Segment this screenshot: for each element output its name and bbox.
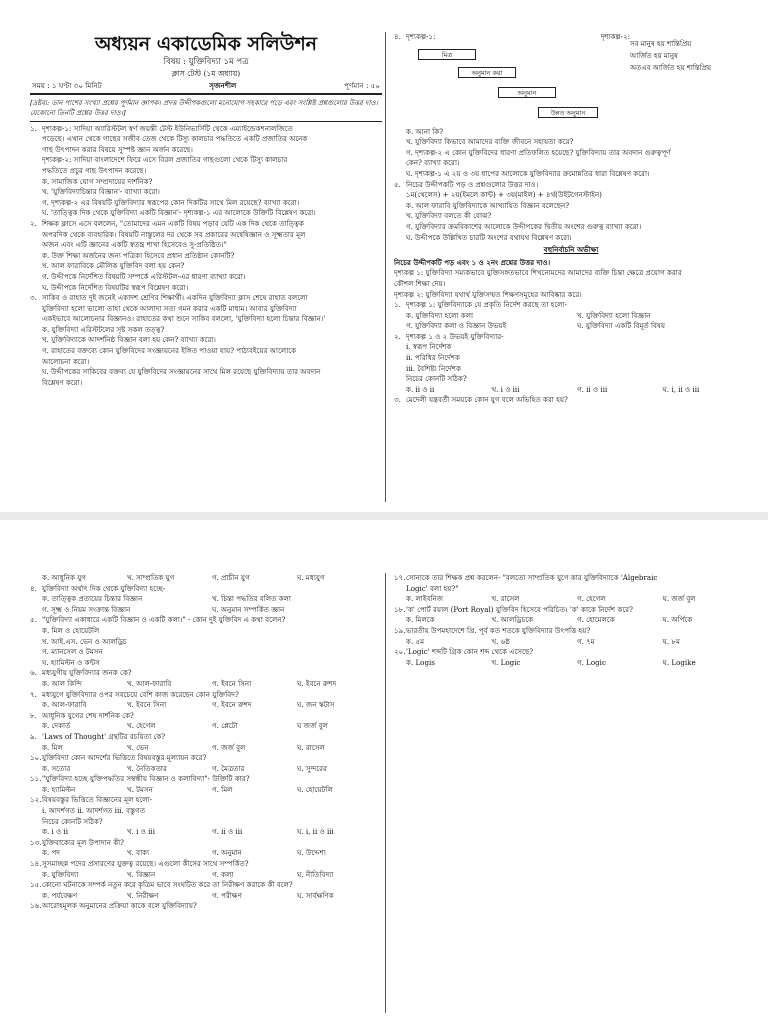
mcq-question [394,647,748,658]
right-column [394,520,748,1024]
option[interactable]: খ. যুক্তিবিদ্যা হলো বিজ্ঞান [577,310,651,320]
subject-line: বিষয় : যুক্তিবিদ্যা ১ম পত্র [163,57,249,67]
page-two [0,520,768,1024]
option[interactable]: খ. চিন্তা পদ্ধতির বলিত কলা [212,594,291,604]
stair-step-3: অনুমান [498,87,556,98]
mcq-question [30,711,382,722]
option[interactable]: ক. আধুনিক যুগ [42,573,86,582]
q5-stimulus: ১ম(থেলেস) + ২য়(ইমলে কান্ট) + ৩য়(মাইল) + ৪র্থ(উইটগেনস্টাইন) [406,190,602,200]
option[interactable]: ক. পদ [42,848,61,858]
question-text: মধ্যযুগে যুক্তিবিদ্যার ওপর সবচেয়ে বেশি কাজ করেছেন কোন যুক্তিবিদ? [42,689,239,699]
scenario-1-label: দৃশ্যকল্প-১: [406,32,436,41]
sub-question: খ. আল ফারাবিকে মৌলিক যুক্তিবিদ বলা হয় কেন? [42,261,185,271]
question-number: ৪. [394,32,401,41]
option[interactable]: গ. প্লেটো [212,721,238,731]
option-row [30,721,382,732]
mcq-question [394,626,748,637]
question-number: ২. [30,218,37,228]
question-number [30,240,42,251]
question-number: ৬. [30,668,37,678]
option[interactable]: ঘ. জর্জ বুল [662,594,696,604]
option[interactable]: গ. জর্জ বুল [212,742,246,752]
stair-step-4: উন্নত অনুমান [538,107,598,118]
question-text: 'Logic' শব্দটি গ্রিক কোন শব্দ থেকে এসেছে? [406,647,534,657]
option[interactable]: গ. ইবনে রুশদ [212,700,252,710]
mcq-stem-2: দৃশ্যকল্প ২: যুক্তিবিদ্যা যথার্থ যুক্তিসম্মত শিক্ষণসমূহের আবিষ্কার করে। [394,289,582,299]
option-row [30,785,382,796]
question-text: শিক্ষক ক্লাসে এসে বললেন, "তোমাদের এমন একটি বিষয় পড়াব যেটি এক দিক থেকে তাত্ত্বিক [42,218,304,228]
column-divider [385,32,386,502]
option[interactable]: গ. Logic [577,657,606,667]
question-text: দৃশ্যকল্প-২: সাদিয়া বাংলাদেশে ফিরে এসে বিরল প্রজাতির গাছগুলো থেকে টিস্যু কালচার [42,155,288,165]
option-row [30,743,382,754]
option[interactable]: গ. মৈত্রতার [212,763,245,773]
option-row [394,658,748,669]
stair-step-1: মিত্র [418,49,476,60]
option-row [30,679,382,690]
question-line [30,155,382,166]
option[interactable]: খ. নৈতিকতার [127,763,167,773]
sub-question: ঘ. উদ্দীপকে নির্দেশিত বিষয়টির স্বরূপ বিশ্লেষণ করো। [42,282,189,292]
mcq-stem-1: দৃশ্যকল্প ১: যুক্তিবিদ্যা সম্যকভাবে যুক্তিসঙ্গতভাবে শিখনোমদের আমাদের ব্যক্তি চিন্তা ক্ষেত্রে প্রয়োগ করার [394,268,682,278]
mcq-question [30,880,382,891]
sub-question: গ. উদ্দীপকে নির্দেশিত বিষয়টি সম্পর্কে এরিস্টটল-এর ধারণা ব্যাখ্যা করো। [42,271,246,281]
option[interactable]: খ. i ও iii [127,827,155,837]
option[interactable]: খ. বাক্য [127,848,150,858]
document-title: অধ্যয়ন একাডেমিক সলিউশন [94,33,318,55]
option[interactable]: ক. তাত্ত্বিক প্রত্যয়ের চিন্তার বিজ্ঞান [42,594,143,604]
sub-question: খ. যুক্তিবিদ্যাকে আদর্শনিষ্ঠ বিজ্ঞান বলা হয় কেন? ব্যাখ্যা করো। [42,335,216,345]
option[interactable]: ঘ. যুক্তিবিদ্যা একটি বিমূর্ত বিষয় [577,321,666,331]
question-5-subs [394,201,748,243]
option[interactable]: খ. ইবনে সিনা [127,700,167,710]
option[interactable]: ঘ. সুন্দরের [297,763,327,773]
option[interactable]: ক. যুক্তিবিদ্যা [42,869,79,879]
option[interactable]: ঘ. অনুমান সম্পর্কিত জ্ঞান [212,604,285,614]
statement: নিচের কোনটি সঠিক? [42,816,103,826]
stair-step-2: অনুমান করা [458,67,516,78]
question-line [30,124,382,135]
left-column [30,520,382,1024]
option[interactable]: ঘ. Logike [662,657,696,667]
mcq-question [30,859,382,870]
sub-question: ক. যুক্তিবিদ্যা এরিস্টটলের সৃষ্ট সকল তত্ত্ব? [42,324,165,334]
option-row [30,605,382,616]
sub-question: ঘ. 'তাত্ত্বিক দিক থেকে যুক্তিবিদ্যা একটি বিজ্ঞান'- দৃশ্যকল্প-১ এর আলোকে উক্তিটি বিশ্লেষণ করো। [42,208,316,218]
mcq-intro: নিচের উদ্দীপকটি পড় এবং ১ ও ২নং প্রশ্নের উত্তর দাও। [394,257,551,267]
option[interactable]: খ. সাম্প্রতিক যুগ [127,573,175,582]
question-ask: নিচের কোনটি সঠিক? [406,374,467,384]
mcq-question [30,668,382,679]
question-line [30,145,382,156]
question-number: ৫. [30,615,37,625]
sub-question: গ. রাহাতের বক্তব্যে কোন যুক্তিবিদের সংজ্ঞায়নের ইঙ্গিত পাওয়া যায়? পাঠ্যবইয়ের আলোকে [42,346,297,356]
mcq-question-2: ২. দৃশ্যকল্প ১ ও ২ উভয়ই যুক্তিবিদ্যার- [394,331,504,341]
question-5 [394,180,748,191]
question-text: গাছ উৎপাদন করার বিষয়ে সুস্পষ্ট জ্ঞান অর্জন করেছে। [42,144,193,154]
option[interactable]: খ. টমসন [127,784,153,794]
option[interactable]: গ. সূক্ষ্ম ও নিয়ম সংক্রান্ত বিজ্ঞান [42,604,131,614]
question-text: সাকিব ও রাহাত দুই জনেই একাদশ শ্রেণির শিক্ষার্থী। একদিন যুক্তিবিদ্যা ক্লাস শেষে রাহাত বললো [42,293,308,303]
question-text: পড়েছে। এখান থেকে গাছের সজীব তেজ থেকে টিস্যু কালচার পদ্ধতিতে একটি প্রজাতির অনেক [42,134,308,144]
option[interactable]: গ. ম্যানসেল ও টমসন [42,647,103,657]
scenario-2-label: দৃশ্যকল্প-২: [600,32,630,41]
question-text: বিষয়বস্তুর ভিত্তিতে বিজ্ঞানের মূল হলো- [42,795,152,805]
question-line [30,293,382,304]
question-number: ৫. [394,179,401,189]
option[interactable]: খ. আই.এস. ভেন ও আলড্রিচ [42,636,127,646]
statement: ii. পরিধির নির্দেশক [406,353,460,363]
sub-question: ঘ. উদ্দীপকে উল্লিখিত চারটি অংশের যথাযথ বিশ্লেষণ করো। [406,232,572,242]
mcq-question [394,605,748,616]
mcq-question-3: ৩. মেদেলী যন্ত্রবর্তী সময়কে কোন যুগ বলে অভিহিত করা হয়? [394,395,568,405]
column-divider [385,573,386,1013]
option[interactable]: ক. সত্যের [42,763,71,773]
option-row [30,870,382,881]
left-column [30,0,382,512]
mcq-2-options [394,385,748,396]
question-text: মধ্যযুগীয় যুক্তিবিদ্যার জনক কে? [42,668,132,678]
mcq-question [30,584,382,595]
statement: i. স্বরূপ নির্দেশক [406,342,452,352]
question-number [30,314,42,325]
option[interactable]: ক. দেকার্ত [42,721,71,731]
option-row [30,700,382,711]
option[interactable]: ঘ. মধ্যযুগ [297,573,325,582]
option[interactable]: গ. হোমেলকে [577,615,615,625]
header-rule [30,93,382,95]
question-number: ১৩. [30,837,42,847]
question-text: সুসমাচ্ছন্ন পদের প্রসারণের যুক্তত্ব রয়েছে। এগুলো কীসের সাথে সম্পর্কিত? [42,859,249,869]
sub-question: ক. উক্ত শিক্ষা অর্জনের জন্য পত্রিকা হিসেবে প্রধান প্রতিষ্ঠান কোনটি? [42,250,235,260]
option-row [30,594,382,605]
question-number [30,304,42,315]
question-text: সোনাকে তার শিক্ষক প্রশ্ন করলেন- "বলতো সাম্প্রতিক যুগে কার যুক্তিবিদ্যাকে 'Algebraic [406,573,658,582]
mcq-question-1: ১. দৃশ্যকল্প ১: যুক্তিবিদ্যাকে যে প্রকৃতি নির্দেশ করছে তা হলো- [394,300,568,310]
option[interactable]: ঘ. নীতিবিদ্যা [297,869,334,879]
meta-row [30,81,382,92]
option-row [394,615,748,626]
question-number: ৩. [30,293,37,303]
question-number: ২০. [394,647,406,657]
sub-question: ক. আনা কি? [406,126,444,136]
option[interactable]: ক. মিল ও হোয়েটলি [42,625,100,635]
option[interactable]: খ. i ও iii [491,384,520,394]
sub-question: বিশ্লেষণ করো। [42,377,83,387]
option[interactable]: ঘ. হ্যামিল্টন ও কন্টস [42,657,100,667]
option[interactable]: গ. ii ও iii [212,827,243,837]
question-line [30,219,382,230]
sub-question: ক. আল ফারাবি যুক্তিবিদ্যাকে আখ্যায়িত বিজ্ঞান বলেছেন? [406,200,570,210]
sub-question: গ. যুক্তিবিদ্যার ক্রমবিকাশের আলোকে উদ্দীপকের দ্বিতীয় অংশের গুরুত্ব ব্যাখ্যা করো। [406,221,642,231]
option[interactable]: খ. নিরীক্ষণ [127,890,159,900]
option[interactable]: খ. Logic [491,657,521,667]
question-line [30,314,382,325]
scenario-2-notes [630,38,711,74]
option[interactable]: ক. মিলকে [406,615,435,625]
question-number: ১৫. [30,880,42,890]
option[interactable]: ক. পর্যবেক্ষণ [42,890,78,900]
question-number: ১১. [30,774,42,784]
mcq-1-options-a [394,311,748,322]
question-number: ৯. [30,731,37,741]
option[interactable]: ক. আল-ফারাবি [42,700,87,710]
option[interactable]: ঘ. সার্বক্ষণিক [297,890,334,900]
option[interactable]: গ. ইবনে সিনা [212,678,252,688]
question-line [30,240,382,251]
time-label: সময় : ১ ঘণ্টা ৩০ মিনিট [32,81,102,90]
option-row [30,764,382,775]
option[interactable]: খ. হেগেল [127,721,156,731]
option[interactable]: খ. ভেন [127,742,149,752]
instruction-rule [30,121,382,122]
option[interactable]: ঘ. হোয়েটলি [297,784,333,794]
question-line [30,304,382,315]
sub-question: আলোচনা করো। [42,356,90,366]
question-text: কোনো ঘটনাকে সম্পর্ক নতুন করে কৃত্রিম ভাবে সংঘটিত করে তা নিরীক্ষণ করাকে কী বলে? [42,880,293,890]
option[interactable]: ক. যুক্তিবিদ্যা হলো কলা [406,310,474,320]
option[interactable]: ঘ. অর্পিকে [662,615,693,625]
question-number [30,230,42,241]
option[interactable]: গ. কলা [212,869,234,879]
question-text: "যুক্তিবিদ্যা একাধারে একটি বিজ্ঞান ও একটি কলা।" - কোন দুই যুক্তিবিদ এ কথা বলেন? [42,615,286,625]
option[interactable]: খ. রাসেল [491,594,520,604]
mcq-question [30,795,382,806]
question-text: অপরদিক থেকে ব্যবহারিক। বিষয়টি নাস্তুলের দর থেকে সব প্রকারের অন্বেষিজ্ঞান ও সূক্ষ্মতার মূল [42,229,306,239]
option[interactable]: ঘ জর্জ বুল [297,721,328,731]
mcq-heading: বহুনির্বাচনি অভীক্ষা [543,245,599,255]
statement: i. আদর্শগত ii. আদর্শগত iii. বস্তুগত [42,806,146,816]
question-text: পদ্ধতিতে প্রচুর গাছ উৎপাদন করেছে। [42,165,147,175]
sub-question: ঘ. দৃশ্যকল্প-১ এ ২য় ও ৩য় ধাপের আলোকে যুক্তিবিদ্যার ক্রমোন্নতির ধারা বিশ্লেষণ করো। [406,168,650,178]
question-number: ১২. [30,795,42,805]
statement: iii. বৈশিষ্ট্য নির্দেশক [406,363,461,373]
mcq-question [30,690,382,701]
sub-question: গ. দৃশ্যকল্প-২ এ কোন যুক্তিবিদের ধারণা প্রতিফলিত হয়েছে? যুক্তিবিদ্যায় তার অবদান গুরুত্বপূর্ণ [406,147,671,157]
question-text: যুক্তিবিদ্যা কোন আদর্শের ভিত্তিতে বিষয়বস্তুর মূল্যায়ন করে? [42,753,207,763]
question-number: ৭. [30,689,37,699]
question-4-subs [394,127,748,180]
question-text: যুক্তিবাক্যের মূল উপাদান কী? [42,837,124,847]
option[interactable]: ক. ii ও ii [406,384,435,394]
creative-questions [30,124,382,389]
sub-question: খ. যুক্তিবিদ্যা কিভাবে আমাদের ব্যক্তি জীবনে সহায়তা করে? [406,137,574,147]
option-row [30,573,382,584]
option[interactable]: ঘ. ৮ম [662,636,680,646]
type-label: সৃজনশীল [209,81,237,90]
option-row [30,848,382,859]
question-number: ৪. [30,583,37,593]
option[interactable]: ঘ. ইবনে রুশদ [297,678,337,688]
note-line: আর্জিত হয় মানুষ [630,52,678,60]
option[interactable]: ঘ. i, ii ও iii [297,827,334,837]
statement: Logic' বলা হয়?" [406,583,459,593]
question-line [30,230,382,241]
option[interactable]: গ. যুক্তিবিদ্যা কলা ও বিজ্ঞান উভয়ই [406,321,507,331]
question-number: ১৭. [394,573,406,582]
question-number: ১৪. [30,859,42,869]
marks-label: পূর্ণমান : ৫০ [344,81,380,90]
sub-question: গ. দৃশ্যকল্প-২ এর বিষয়টি যুক্তিবিদ্যার স্বরূপের কোন দিকটির সাথে মিল রয়েছে? ব্যাখ্যা করো। [42,197,300,207]
mcq-question [394,573,748,584]
mcq-question [30,774,382,785]
option[interactable]: ঘ. জন স্কটাস [297,700,335,710]
option[interactable]: ক. i ও ii [42,827,69,837]
note-line: অতএব আর্জিত হয় শান্তিপ্রিয় [630,64,712,72]
question-text: আধুনিক যুগের শেষ দার্শনিক কে? [42,710,134,720]
option[interactable]: গ. প্রাচীন যুগ [212,573,250,582]
question-number: ১৯. [394,625,406,635]
mcq-question [30,753,382,764]
question-number [30,134,42,145]
sub-question: ঘ. উদ্দীপকের সাকিবের বক্তব্য যে যুক্তিবিদের সংজ্ঞায়নের সাথে মিল রয়েছে যুক্তিবিদ্যায় তার অবদান [42,367,321,377]
option-row [394,594,748,605]
option[interactable]: ঘ. i, ii ও iii [662,384,700,394]
option-row [30,891,382,902]
option[interactable]: গ. মিল [212,784,233,794]
question-number [30,155,42,166]
question-number: ৮. [30,710,37,720]
option[interactable]: খ. ৬ষ্ঠ [491,636,510,646]
option[interactable]: ক. Logis [406,657,435,667]
question-text: নিচের উদ্দীপকটি পড় ও প্রশ্নগুলোর উত্তর দাও। [406,179,539,189]
test-subtitle: ক্লাস টেস্ট (১ম অধ্যায়) [171,69,241,78]
question-number: ১. [30,123,37,133]
note-line: সব মানুষ হয় শান্তিপ্রিয় [630,40,692,48]
mcq-1-options-b [394,321,748,332]
question-text: "যুক্তিবিদ্যা হচ্ছে যুক্তিপদ্ধতির সম্বন্ধীয় বিজ্ঞান ও কলাবিদ্যা"- উক্তিটি কার? [42,774,250,784]
question-text: যুক্তিবিদ্যা অর্থাৎ দিক থেকে যুক্তিবিদ্যা হচ্ছে- [42,583,166,593]
question-number: ১০. [30,753,42,763]
question-text: 'Laws of Thought' গ্রন্থটির রচয়িতা কে? [42,731,166,741]
question-text: একইভাবে আলোচনার বিজ্ঞানও। রাহাতের কথা শুনে সাকিব বললো, 'যুক্তিবিদ্যা হলো চিন্তার বিজ্ঞান।' [42,314,326,324]
question-number [30,145,42,156]
option[interactable]: ক. হ্যামিল্টন [42,784,76,794]
option[interactable]: খ. আলড্রিচকে [491,615,534,625]
option[interactable]: গ. হেগেল [577,594,606,604]
option[interactable]: গ. অনুমান [212,848,242,858]
option[interactable]: খ. বিজ্ঞান [127,869,156,879]
option[interactable]: ঘ. রাসেল [297,742,325,752]
question-line [30,134,382,145]
mcq-question [30,901,382,912]
option[interactable]: খ. আল-ফারাবি [127,678,172,688]
question-text: দৃশ্যকল্প-১: সাদিয়া অ্যারিস্টটল স্বর্ণ জয়ন্তী টেস্ট ইউনিভার্সিটি থেকে এম্যাইন্ডেকশনালজিতে [42,123,293,133]
mcq-question [30,838,382,849]
option[interactable]: গ. ৭ম [577,636,595,646]
sub-question: খ. যুক্তিবিদ্যা বলতে কী বোঝ? [406,211,492,221]
option[interactable]: ক. ৫ম [406,636,425,646]
option[interactable]: ঘ. উদ্দেশ্য [297,848,326,858]
option[interactable]: গ. ii ও iii [577,384,608,394]
question-text: আরোহমূলক অনুমানের প্রক্রিয়া কাকে বলে যুক্তিবিদ্যায়? [42,901,197,911]
question-text: ভারতীয় উপমহাদেশে খ্রি. পূর্ব কত শতকে যুক্তিবিদ্যার উৎপত্তি হয়? [406,625,591,635]
question-number: ১৮. [394,604,406,614]
right-column [394,0,748,512]
sub-question: ক. সামাজিক যোগ সম্প্রদায়ের দার্শনিক? [42,176,153,186]
option[interactable]: ক. আল কিন্দি [42,678,83,688]
mcq-stem-1b: কৌশল শিক্ষা দেয়। [394,278,446,288]
option[interactable]: ক. মিল [42,742,63,752]
question-number: ১৬. [30,901,42,911]
option-row [394,637,748,648]
question-text: যুক্তিবিদ্যা হলো ভালো তাহা থেকে আলাদা সত্য গমন করার একটি মাধ্যম। আবার যুক্তিবিদ্যা [42,303,297,313]
instruction-note: [দ্রষ্টব্য: ডান পাশের সংখ্যা প্রশ্নের পূর্ণমান জ্ঞাপক। প্রদত্ত উদ্দীপকগুলো মনোযোগ সহকারে পড়ে এবং সংশ্লিষ্ট প্রশ্নগুলোর উত্তর দাও। যেকোনো তিনটি প্রশ্নের উত্তর দাও।] [30,98,378,117]
option[interactable]: ক. লাইবনিজ [406,594,444,604]
question-text: অজন এবং এটি জ্ঞানের একটি স্বতন্ত্র শাখা হিসেবেও সু-প্রতিষ্ঠিত।" [42,240,227,250]
option[interactable]: গ. পরীক্ষণ [212,890,242,900]
option-row [30,827,382,838]
mcq-question [30,615,382,626]
mcq-question [30,732,382,743]
sub-question: কেন? ব্যাখ্যা করো। [406,158,460,168]
sub-question: খ. 'যুক্তিবিদ্যাচিন্তার বিজ্ঞান'- ব্যাখ্যা করো। [42,187,160,197]
question-text: 'ক' পোর্ট রয়াল (Port Royal) যুক্তিবিদ হিসেবে পরিচিত। 'ক' কাকে নির্দেশ করে? [406,604,633,614]
question-number [30,166,42,177]
question-line [30,166,382,177]
